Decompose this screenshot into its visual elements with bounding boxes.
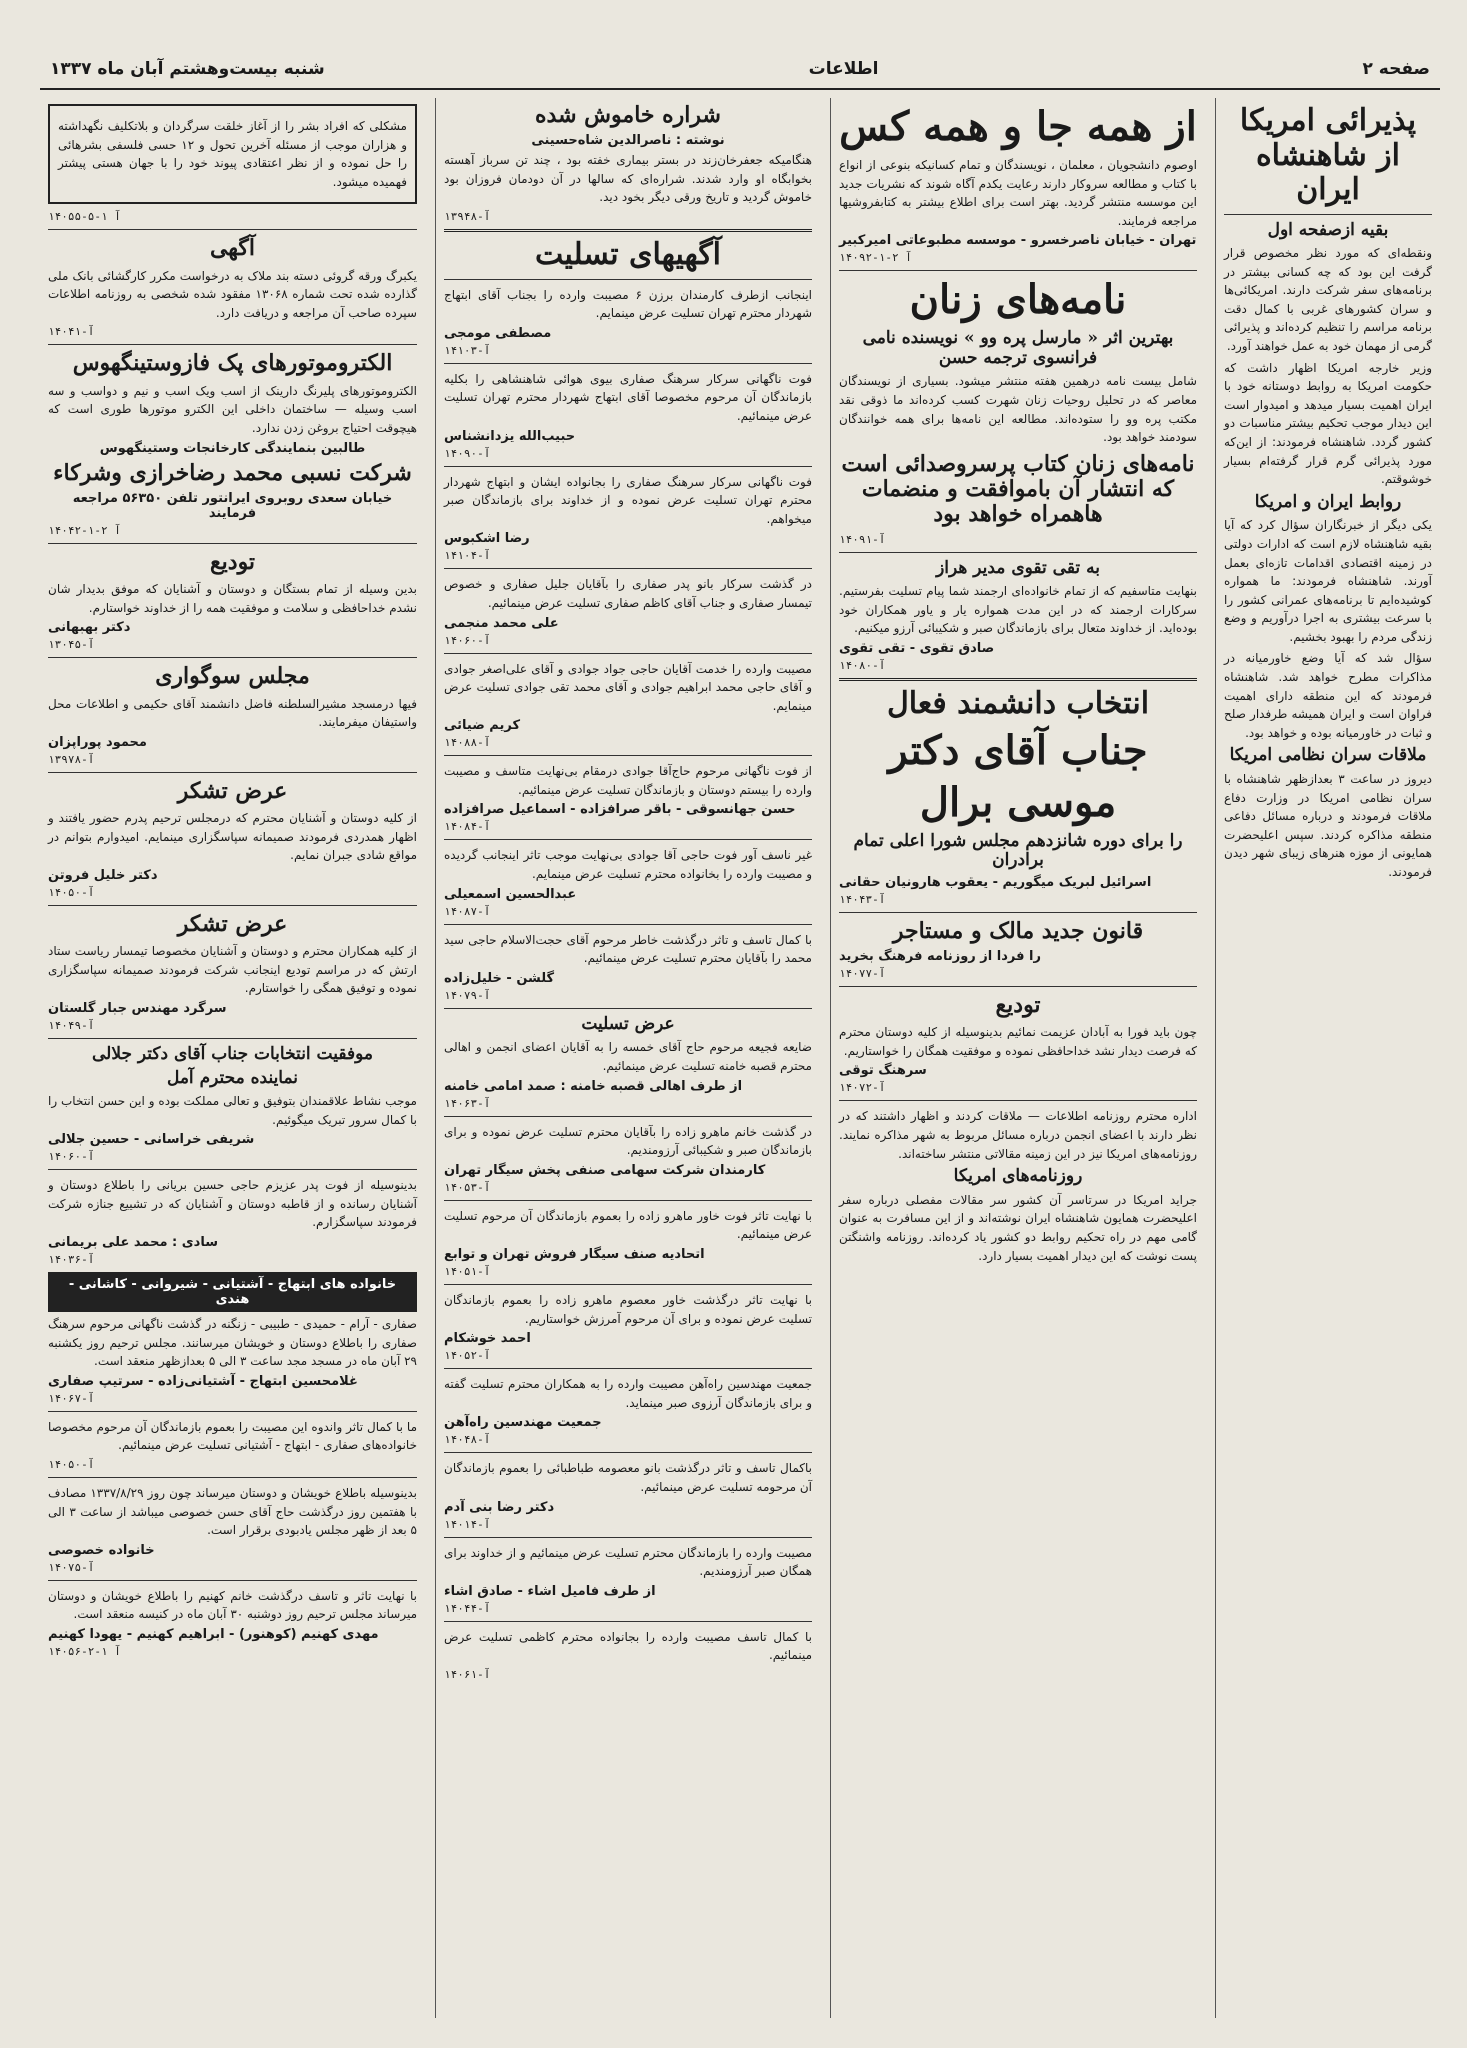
ad-code: ۱۴۰۹۰-آ [444, 446, 491, 460]
ad-text: بدینوسیله باطلاع خویشان و دوستان میرساند چون روز ۱۳۳۷/۸/۲۹ مصادف با هفتمین روز درگذشت حاج آقای حسن خصوصی میباشد از ساعت ۳ الی ۵ بعد از ظهر مجلس یادبودی برقرار است. [48, 1485, 417, 1538]
ad-text: با نهایت تاثر فوت خاور ماهرو زاده را بعموم بازماندگان آن مرحوم تسلیت عرض مینمائیم. [444, 1208, 812, 1242]
article-paragraph: یکی دیگر از خبرنگاران سؤال کرد که آیا بقیه شاهنشاه لازم است که ادارات دولتی در زمینه اقتصادی اقدامات تازه‌ای بعمل آورند. شاهنشاه فرمودند: ما همواره کوشیده‌ایم تا برنامه‌های عمرانی کشور را با سرعت بیشتری به اجرا درآوریم و وضع زندگی مردم را بهبود بخشیم. [1224, 518, 1432, 644]
ad-code: ۱۴۰۶۷-آ [48, 1391, 95, 1405]
ad-code: ۱۴۰۷۷-آ [839, 966, 886, 980]
ad-text: مشکلی که افراد بشر را از آغاز خلقت سرگردان و بلاتکلیف نگهداشته و هزاران موجب از مسئله آخرین تحول و ۱۲ حسی فلسفی بشرهائی را حل نموده و از نظر اعتقادی پیوند خود را با جهان هستی پیشتر فهمیده میشود. [58, 119, 408, 189]
subheading: را برای دوره شانزدهم مجلس شورا اعلی تمام برادران [853, 830, 1183, 871]
ad-code: ۱۴۰۶۳-آ [444, 1096, 491, 1110]
headline: موفقیت انتخابات جناب آقای دکتر جلالی [91, 1043, 373, 1064]
ad-code: ۱۴۰۶۰-آ [48, 1150, 95, 1164]
headline: از همه جا و همه کس [839, 103, 1197, 150]
headline: عرض تشکر [177, 777, 288, 804]
article-paragraph: دیروز در ساعت ۳ بعدازظهر شاهنشاه با سران نظامی امریکا در وزارت دفاع ملاقات فرمودند و درباره مسائل دفاعی منطقه مذاکره کردند. سپس اعلیحضرت همایونی از موزه هنرهای زیبای شهر دیدن فرمودند. [1224, 771, 1432, 879]
ad-signature: مهدی کهنیم (کوهنور) - ابراهیم کهنیم - یهودا کهنیم [48, 1626, 379, 1642]
ad-text: در گذشت خانم ماهرو زاده را بآقایان محترم تسلیت عرض نموده و برای بازماندگان صبر و شکیبائی آرزومندیم. [444, 1124, 812, 1158]
ad-code: ۱۴۱۰۳-آ [444, 343, 491, 357]
subheading: روزنامه‌های امریکا [953, 1166, 1083, 1187]
kicker: بقیه ازصفحه اول [1267, 219, 1389, 240]
ad-code: ۱۴۰۴۹-آ [48, 1018, 95, 1032]
ad-signature: صادق تقوی - تقی تقوی [839, 641, 995, 657]
ad-text: با نهایت تاثر درگذشت خاور معصوم ماهرو زاده را بعموم بازماندگان تسلیت عرض نموده و برای آن مرحوم آمرزش خواستاریم. [444, 1292, 812, 1326]
column-2 [830, 98, 1205, 2018]
ad-signature: اتحادیه صنف سیگار فروش تهران و توابع [444, 1246, 705, 1262]
ad-code: ۱۴۰۵۵-آ ۱-۵ [48, 210, 121, 224]
ad-signature: جمعیت مهندسین راه‌آهن [444, 1415, 602, 1431]
ad-text: با نهایت تاثر و تاسف درگذشت خانم کهنیم را باطلاع خویشان و دوستان میرساند مجلس ترحیم روز دوشنبه ۳۰ آبان ماه در کنیسه منعقد است. [48, 1588, 417, 1622]
subheading: روابط ایران و امریکا [1254, 491, 1402, 512]
ad-code: ۱۴۰۷۵-آ [48, 1560, 95, 1574]
ad-signature: سرگرد مهندس جبار گلستان [48, 1000, 227, 1016]
ad-code: ۱۳۹۷۸-آ [48, 752, 95, 766]
ad-code: ۱۴۰۸۴-آ [444, 820, 491, 834]
headline: پذیرائی امریکا از شاهنشاه ایران [1239, 103, 1417, 207]
headline: شرکت نسبی محمد رضاخرازی وشرکاء [53, 459, 412, 486]
headline: تودیع [995, 991, 1041, 1018]
ad-code: ۱۴۰۵۱-آ [444, 1264, 491, 1278]
ad-text: اوصوم دانشجویان ، معلمان ، نویسندگان و تمام کسانیکه بنوعی از انواع با کتاب و مطالعه سروکار دارند رعایت یکدم آگاه شوند که نشریات جدید این موسسه منتشر گردید. بهتر است برای اطلاع بیشتر به کتابفروشیها مراجعه فرمایند. [839, 158, 1197, 228]
ad-code: ۱۴۰۸۰-آ [839, 659, 886, 673]
ad-signature: علی محمد منجمی [444, 615, 559, 631]
ad-signature: دکتر رضا بنی آدم [444, 1499, 555, 1515]
ad-code: ۱۴۰۵۳-آ [444, 1180, 491, 1194]
headline: قانون جدید مالک و مستاجر [892, 917, 1144, 944]
byline: نوشته : ناصرالدین شاه‌حسینی [531, 133, 725, 149]
ad-signature: احمد خوشکام [444, 1331, 531, 1347]
column-4 [40, 98, 425, 2018]
highlight-text: نامه‌های زنان کتاب پرسروصدائی است که انتشار آن باموافقت و منضمات هاهمراه خواهد بود [841, 450, 1195, 528]
ad-code: ۱۴۰۸۸-آ [444, 736, 491, 750]
headline: شراره خاموش شده [535, 102, 721, 128]
headline: انتخاب دانشمند فعال [886, 686, 1150, 722]
ad-code: ۱۳۹۴۸-آ [444, 210, 491, 224]
ad-text: صفاری - آرام - حمیدی - طبیبی - زنگنه در گذشت ناگهانی مرحوم سرهنگ صفاری را باطلاع دوستان و خویشان میرسانند. مجلس ترحیم روز یکشنبه ۲۹ آبان ماه در مسجد مجد ساعت ۳ الی ۵ بعدازظهر منعقد است. [48, 1317, 417, 1369]
ad-code: ۱۴۰۴۸-آ [444, 1433, 491, 1447]
ad-code: ۱۴۰۱۴-آ [444, 1517, 491, 1531]
ad-text: چون باید فورا به آبادان عزیمت نمائیم بدینوسیله از کلیه دوستان محترم که فرصت دیدار نشد خداحافظی نموده و موفقیت همگان را خواستاریم. [839, 1025, 1197, 1058]
ad-signature: غلامحسین ابتهاج - آشتیانی‌زاده - سرتیپ صفاری [48, 1373, 358, 1389]
ad-code: ۱۴۰۵۰-آ [48, 885, 95, 899]
ad-text: فیها درمسجد مشیرالسلطنه فاضل دانشمند آقای حکیمی و اطلاعات محل واستیفان میفرمایند. [48, 696, 417, 730]
subheading: عرض تسلیت [581, 1013, 675, 1034]
ad-signature: رضا اشکبوس [444, 531, 530, 547]
ad-text: با کمال تاسف مصیبت وارده را بجانواده محترم کاظمی تسلیت عرض مینمائیم. [444, 1629, 812, 1663]
ad-code: ۱۴۰۹۲-آ ۲-۱ [839, 251, 912, 265]
ad-text: بنهایت متاسفیم که از تمام خانواده‌ای ارجمند شما پیام تسلیت بفرستیم. سرکارات ارجمند که در این مدت همواره یار و یاور همکاران خود بوده‌اید. از خداوند متعال برای بازماندگان صبر و شکیبائی آرزو میکنیم. [839, 584, 1197, 636]
subheading: نماینده محترم آمل [166, 1067, 299, 1088]
ad-text: از کلیه دوستان و آشنایان محترم که درمجلس ترحیم پدرم حضور یافتند و اظهار همدردی فرمودند صمیمانه سپاسگزاری مینمایم. امیدوارم بتوانم در مواقع شادی جبران نمایم. [48, 811, 417, 863]
ad-signature: دکتر بهبهانی [48, 620, 131, 636]
ad-text: اینجانب ازطرف کارمندان برزن ۶ مصیبت وارده را بجناب آقای ابتهاج شهردار محترم تهران تسلیت عرض مینمایم. [444, 287, 813, 321]
ad-signature: از طرف اهالی قصبه خامنه : صمد امامی خامنه [444, 1078, 743, 1094]
ad-text: موجب نشاط علاقمندان بتوفیق و تعالی مملکت بوده و این حسن انتخاب را با کمال سرور تبریک میگوئیم. [48, 1094, 417, 1127]
ad-signature: مصطفی مومجی [444, 325, 552, 341]
subheading: ملاقات سران نظامی امریکا [1229, 745, 1427, 766]
ad-text: غیر ناسف آور فوت حاجی آقا جوادی بی‌نهایت موجب تاثر اینجانب گردیده و مصیبت وارده را بخانواده محترم تسلیت عرض مینمایم. [444, 848, 812, 882]
article-paragraph: سؤال شد که آیا وضع خاورمیانه در مذاکرات مطرح خواهد شد. شاهنشاه فرمودند که این منطقه دارای اهمیت فراوان است و ایران همیشه طرفدار صلح و ثبات در خاورمیانه بوده و خواهد بود. [1224, 651, 1432, 740]
ad-code: ۱۴۰۳۶-آ [48, 1253, 95, 1267]
ad-text: یکبرگ ورقه گروئی دسته بند ملاک به درخواست مکرر کارگشائی بانک ملی گذارده شده تحت شماره ۱۳۰۶۸ مفقود شده شخصی به روزنامه اطلاعات سپرده صاحب آن مراجعه و دریافت دارد. [48, 268, 417, 320]
ad-text: ضایعه فجیعه مرحوم حاج آقای خمسه را به آقایان اعضای انجمن و اهالی محترم قصبه خامنه تسلیت عرض مینمائیم. [444, 1040, 812, 1073]
masthead [40, 50, 1440, 90]
ad-code: ۱۳۰۴۵-آ [48, 638, 95, 652]
ad-code: ۱۴۰۶۱-آ [444, 1667, 491, 1681]
headline: آگهیهای تسلیت [535, 237, 721, 273]
headline: الکتروموتورهای پک فازوستینگهوس [72, 350, 393, 377]
paper-name: اطلاعات [808, 59, 879, 79]
ad-signature: سرهنگ توقی [839, 1063, 927, 1079]
ad-code: ۱۴۰۸۷-آ [444, 904, 491, 918]
page-number: صفحه ۲ [1362, 59, 1430, 79]
ad-code: ۱۴۰۵۶-آ ۱-۲ [48, 1644, 121, 1658]
ad-code: ۱۴۰۵۲-آ [444, 1349, 491, 1363]
ad-text: با کمال تاسف و تاثر درگذشت خاطر مرحوم آقای حجت‌الاسلام حاجی سید محمد را بآقایان محترم تسلیت عرض مینمائیم. [444, 932, 812, 966]
ad-text: را فردا از روزنامه فرهنگ بخرید [839, 948, 1041, 964]
article-paragraph: وزیر خارجه امریکا اظهار داشت که حکومت امریکا به روابط دوستانه خود با ایران اهمیت بسیار میدهد و امیدوار است این دیدار موجب تحکیم بیشتر مناسبات دو کشور گردد. شاهنشاه فرمودند: از این‌که مورد پذیرائی گرم قرار گرفته‌ام بسیار خوشوقتم. [1224, 360, 1432, 487]
ad-signature: کریم ضیائی [444, 718, 521, 734]
boxed-ad [48, 104, 417, 204]
ad-signature: خانواده خصوصی [48, 1542, 155, 1558]
column-3 [435, 98, 820, 2018]
ad-code: ۱۴۰۴۲-آ ۲-۱ [48, 523, 121, 537]
ad-code: ۱۴۱۰۴-آ [444, 549, 491, 563]
column-1 [1215, 98, 1440, 2018]
ad-signature: کارمندان شرکت سهامی صنفی پخش سیگار تهران [444, 1162, 766, 1178]
headline: نامه‌های زنان [909, 276, 1127, 324]
ad-signature: محمود پوراپزان [48, 734, 147, 750]
ad-text: طالبین بنمایندگی کارخانجات وستینگهوس [99, 440, 366, 456]
ad-signature: شریفی خراسانی - حسین جلالی [48, 1132, 255, 1148]
ad-text: فوت ناگهانی سرکار سرهنگ صفاری بیوی هوائی شاهنشاهی را بکلیه بازماندگان آن مرحوم مخصوصا آقای ابتهاج شهردار محترم تهران تسلیت عرض مینمائیم. [444, 371, 812, 423]
headline: تودیع [209, 548, 256, 575]
article-paragraph: هنگامیکه جعفرخان‌زند در بستر بیماری خفته بود ، چند تن سرباز آهسته بخوابگاه او وارد شدند. شراره‌ای که سالها در آن دودمان فروزان بود خاموش گردید و تاریخ ورقی دیگر بخود دید. [444, 153, 812, 205]
ad-code: ۱۴۰۴۱-آ [48, 325, 95, 339]
ad-code: ۱۴۰۶۰-آ [444, 633, 491, 647]
ad-text: در گذشت سرکار بانو پدر صفاری را بآقایان جلیل صفاری و خصوص تیمسار صفاری و جناب آقای کاظم صفاری تسلیت عرض مینمائیم. [444, 577, 812, 610]
article-paragraph: اداره محترم روزنامه اطلاعات — ملاقات کردند و اظهار داشتند که در نظر دارند با اعضای انجمن درباره مسائل مربوط به شهر مذاکره نمایند. روزنامه‌های امریکا نیز در این زمینه مقالاتی منتشر ساخته‌اند. [839, 1109, 1197, 1161]
ad-signature: حبیب‌الله یزدانشناس [444, 428, 576, 444]
issue-date: شنبه بیست‌وهشتم آبان ماه ۱۳۳۷ [50, 59, 325, 79]
headline: موسی برال [919, 778, 1117, 826]
ad-signature: سادی : محمد علی بریمانی [48, 1235, 219, 1251]
ad-text: باکمال تاسف و تاثر درگذشت بانو معصومه طباطبائی را بعموم بازماندگان آن مرحومه تسلیت عرض مینمائیم. [444, 1461, 812, 1494]
ad-text: ما با کمال تاثر واندوه این مصیبت را بعموم بازماندگان آن مرحوم مخصوصا خانواده‌های صفاری - ابتهاج - آشتیانی تسلیت عرض مینمائیم. [48, 1419, 417, 1453]
ad-text: بدین وسیله از تمام بستگان و دوستان و آشنایان که موفق بدیدار شان نشدم خداحافظی و سلامت و موفقیت همه را از خداوند خواستارم. [48, 582, 417, 615]
article-paragraph: ونقطه‌ای که مورد نظر مخصوص قرار گرفت این بود که چه کسانی بیشتر در برنامه‌های سفر شرکت دارند. امریکائی‌ها و سران کشورهای غربی با کمال دقت برنامه مراسم را تنظیم کرده‌اند و پذیرائی گرمی از مهمان خود به عمل خواهند آورد. [1224, 246, 1432, 354]
ad-code: ۱۴۰۷۲-آ [839, 1081, 886, 1095]
ad-text: الکتروموتورهای پلیرنگ دارینک از اسب ویک اسب و نیم و دواسب و سه اسب وسیله — ساختمان داخلی این الکترو موتورها طوری است که هیچوقت احتیاج بروغن زدن ندارد. [48, 383, 417, 435]
ad-signature: عبدالحسین اسمعیلی [444, 886, 577, 902]
headline: عرض تشکر [177, 910, 288, 937]
ad-text: مصیبت وارده را بازماندگان محترم تسلیت عرض مینمائیم و از خداوند برای همگان صبر آرزومندیم. [444, 1545, 812, 1579]
ad-text: از فوت ناگهانی مرحوم حاج‌آقا جوادی درمقام بی‌نهایت متاسف و مصیبت وارده را بیستم دوستان و بازماندگان تسلیت عرض مینمائیم. [444, 764, 812, 797]
ad-address: خیابان سعدی روبروی ایرانتور تلفن ۵۶۳۵۰ مراجعه فرمایند [72, 490, 393, 521]
ad-text: از کلیه همکاران محترم و دوستان و آشنایان مخصوصا تیمسار ریاست ستاد ارتش که در مراسم تودیع اینجانب شرکت فرمودند صمیمانه سپاسگزاری نموده و توفیق همگی را خواستارم. [48, 944, 417, 996]
ad-text: بدینوسیله از فوت پدر عزیزم حاجی حسین بریانی را باطلاع دوستان و آشنایان رسانده و از قاطبه دوستان و آشنایان که در تشییع جنازه شرکت فرمودند سپاسگزارم. [48, 1178, 417, 1230]
ad-signature: از طرف فامیل اشاء - صادق اشاء [444, 1583, 656, 1599]
subheading: بهترین اثر « مارسل پره وو » نویسنده نامی فرانسوی ترجمه حسن [862, 328, 1174, 368]
headline: جناب آقای دکتر [888, 726, 1148, 774]
ad-text: فوت ناگهانی سرکار سرهنگ صفاری را بجانواده ایشان و ابتهاج شهردار محترم تهران تسلیت عرض نموده و از خداوند برای بازماندگان صبر میخواهم. [444, 474, 812, 526]
ad-text: مصیبت وارده را خدمت آقایان حاجی جواد جوادی و آقای علی‌اصغر جوادی و آقای حاجی محمد ابراهیم جوادی و آقای محمد تقی جوادی تسلیت عرض مینمایم. [444, 661, 812, 713]
subheading: به تقی تقوی مدیر هراز [936, 557, 1100, 578]
ad-signature: اسرائیل لبریک میگوریم - یعقوب هارونیان حقانی [839, 874, 1152, 890]
ad-code: ۱۴۰۹۱-آ [839, 532, 886, 546]
ad-code: ۱۴۰۴۳-آ [839, 892, 886, 906]
ad-signature: دکتر خلیل فروتن [48, 867, 158, 883]
black-banner: خانواده های ابتهاج - آشتیانی - شیروانی - کاشانی - هندی [48, 1272, 417, 1312]
ad-signature: حسن جهانسوقی - باقر صرافزاده - اسماعیل صرافزاده [444, 802, 796, 818]
ad-code: ۱۴۰۵۰-آ [48, 1457, 95, 1471]
headline: مجلس سوگواری [155, 663, 310, 690]
ad-text: شامل بیست نامه درهمین هفته منتشر میشود. بسیاری از نویسندگان معاصر که در تحلیل روحیات زنان شهرت کسب کرده‌اند ما ذوقی نقد مکتب پره وو را ستوده‌اند. مطالعه این نامه‌ها برای همه خوانندگان سودمند خواهد بود. [839, 374, 1197, 445]
article-paragraph: جراید امریکا در سرتاسر آن کشور سر مقالات مفصلی درباره سفر اعلیحضرت همایون شاهنشاه ایران نوشته‌اند و از این مسافرت به عنوان گامی مهم در راه تحکیم روابط دو کشور یاد کرده‌اند. روزنامه واشنگتن پست نوشت که این دیدار اهمیت بسیار دارد. [839, 1192, 1197, 1263]
ad-address: تهران - خیابان ناصرخسرو - موسسه مطبوعاتی امیرکبیر [839, 233, 1197, 249]
headline: آگهی [209, 235, 256, 262]
ad-signature: گلشن - خلیل‌زاده [444, 970, 555, 986]
ad-code: ۱۴۰۴۴-آ [444, 1601, 491, 1615]
newspaper-page [40, 50, 1440, 2025]
ad-text: جمعیت مهندسین راه‌آهن مصیبت وارده را به همکاران محترم تسلیت گفته و برای بازماندگان آرزوی صبر مینماید. [444, 1377, 812, 1410]
ad-code: ۱۴۰۷۹-آ [444, 988, 491, 1002]
